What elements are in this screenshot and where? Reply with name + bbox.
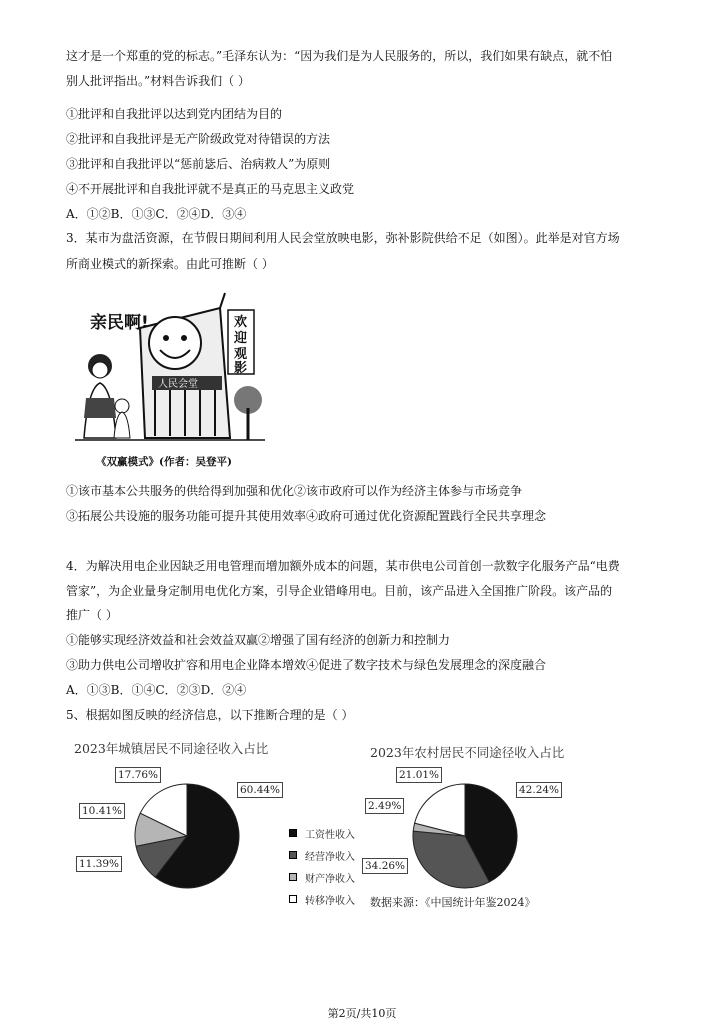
page-number: 第2页/共10页 xyxy=(327,1007,397,1020)
data-label: 42.24% xyxy=(516,782,562,798)
text-line: 管家”，为企业量身定制用电优化方案，引导企业错峰用电。目前，该产品进入全国推广阶段。该产品的 xyxy=(66,584,613,598)
chart-title-rural: 2023年农村居民不同途径收入占比 xyxy=(370,745,565,760)
question-4: 4．为解决用电企业因缺乏用电管理而增加额外成本的问题，某市供电公司首创一款数字化服务产品“电费 xyxy=(66,559,620,573)
chart-legend xyxy=(289,822,355,910)
text-line: 别人批评指出。”材料告诉我们（ ） xyxy=(66,74,250,88)
legend-item: 转移净收入 xyxy=(289,888,355,910)
chart-title-urban: 2023年城镇居民不同途径收入占比 xyxy=(74,741,269,756)
option-line: ①该市基本公共服务的供给得到加强和优化②该市政府可以作为经济主体参与市场竞争 xyxy=(66,484,523,498)
text-line: 推广（ ） xyxy=(66,608,118,622)
building-sign: 人民会堂 xyxy=(158,379,198,390)
text-line: 这才是一个郑重的党的标志。”毛泽东认为：“因为我们是为人民服务的，所以，我们如果有缺点，就不怕 xyxy=(66,49,613,63)
option-line: ②批评和自我批评是无产阶级政党对待错误的方法 xyxy=(66,132,331,146)
option-line: ①批评和自我批评以达到党内团结为目的 xyxy=(66,107,283,121)
legend-item: 工资性收入 xyxy=(289,822,355,844)
data-label: 11.39% xyxy=(76,856,122,872)
data-source: 数据来源：《中国统计年鉴2024》 xyxy=(370,896,536,909)
cartoon-image xyxy=(70,288,270,448)
legend-item: 经营净收入 xyxy=(289,844,355,866)
cartoon-caption: 《双赢模式》(作者：吴登平) xyxy=(96,456,232,468)
question-5: 5、根据如图反映的经济信息，以下推断合理的是（ ） xyxy=(66,708,354,722)
option-line: ③批评和自我批评以“惩前毖后、治病救人”为原则 xyxy=(66,157,331,171)
data-label: 60.44% xyxy=(237,782,283,798)
data-label: 10.41% xyxy=(79,803,125,819)
banner-text: 欢 迎 观 影 xyxy=(234,315,248,376)
option-line: ①能够实现经济效益和社会效益双赢②增强了国有经济的创新力和控制力 xyxy=(66,633,451,647)
data-label: 21.01% xyxy=(396,767,442,783)
legend-item: 财产净收入 xyxy=(289,866,355,888)
answer-choices: A．①③B．①④C．②③D．②④ xyxy=(66,683,247,697)
data-label: 17.76% xyxy=(115,767,161,783)
option-line: ③助力供电公司增收扩容和用电企业降本增效④促进了数字技术与绿色发展理念的深度融合 xyxy=(66,658,547,672)
pie-chart-rural xyxy=(400,776,530,896)
option-line: ③拓展公共设施的服务功能可提升其使用效率④政府可通过优化资源配置践行全民共享理念 xyxy=(66,509,547,523)
option-line: ④不开展批评和自我批评就不是真正的马克思主义政党 xyxy=(66,182,355,196)
data-label: 2.49% xyxy=(365,798,404,814)
cartoon-speech: 亲民啊! xyxy=(90,313,149,333)
data-label: 34.26% xyxy=(362,858,408,874)
text-line: 所商业模式的新探索。由此可推断（ ） xyxy=(66,257,274,271)
pie-chart-urban xyxy=(122,776,252,896)
question-3: 3．某市为盘活资源，在节假日期间利用人民会堂放映电影，弥补影院供给不足（如图）。此举是对官方场 xyxy=(66,231,620,245)
answer-choices: A．①②B．①③C．②④D．③④ xyxy=(66,207,247,221)
